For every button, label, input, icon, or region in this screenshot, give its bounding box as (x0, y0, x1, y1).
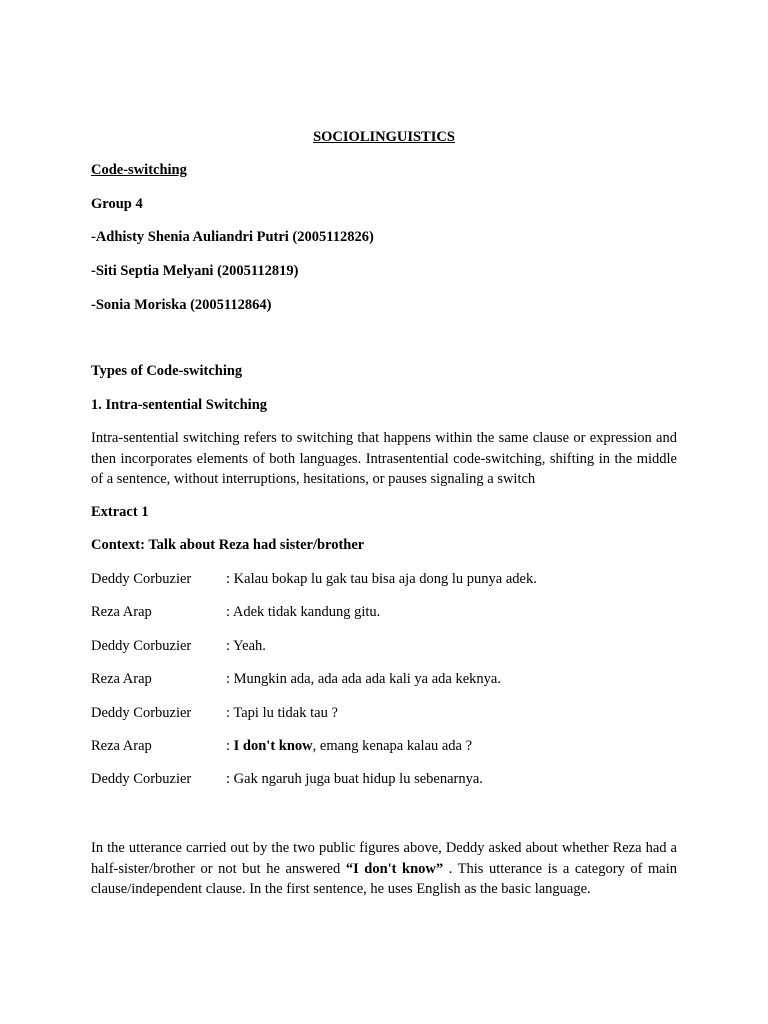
utterance: : Tapi lu tidak tau ? (226, 705, 338, 721)
member-2: -Siti Septia Melyani (2005112819) (91, 263, 299, 279)
speaker-name: Deddy Corbuzier (91, 638, 192, 654)
analysis-paragraph: In the utterance carried out by the two public figures above, Deddy asked about whether Reza had a half-sister/brother or not but he answered “I don't know” . This utterance is a category of main clause/independent clause. In the first sentence, he uses English as the basic language. (91, 840, 678, 897)
utterance: : Gak ngaruh juga buat hidup lu sebenarnya. (226, 771, 483, 787)
utterance: : I don't know, emang kenapa kalau ada ? (226, 738, 473, 754)
context-label: Context: Talk about Reza had sister/brother (91, 537, 365, 553)
speaker-name: Reza Arap (91, 604, 152, 620)
group-label: Group 4 (91, 196, 143, 212)
speaker-name: Deddy Corbuzier (91, 705, 192, 721)
utterance: : Adek tidak kandung gitu. (226, 604, 381, 620)
intro-paragraph: Intra-sentential switching refers to switching that happens within the same clause or expression and then incorporates elements of both languages. Intrasentential code-switching, shifting in the middle of a sentence, without interruptions, hesitations, or pauses signaling a switch (91, 430, 677, 487)
speaker-name: Reza Arap (91, 738, 152, 754)
speaker-name: Deddy Corbuzier (91, 571, 192, 587)
utterance: : Yeah. (226, 638, 266, 654)
speaker-name: Deddy Corbuzier (91, 771, 192, 787)
extract-label: Extract 1 (91, 504, 149, 520)
speaker-name: Reza Arap (91, 671, 152, 687)
member-3: -Sonia Moriska (2005112864) (91, 297, 272, 313)
member-1: -Adhisty Shenia Auliandri Putri (2005112826) (91, 229, 374, 245)
utterance: : Mungkin ada, ada ada ada kali ya ada keknya. (226, 671, 501, 687)
utterance: : Kalau bokap lu gak tau bisa aja dong lu punya adek. (226, 571, 537, 587)
subtitle: Code-switching (91, 162, 187, 178)
document-title: SOCIOLINGUISTICS (313, 129, 455, 145)
quoted-phrase: “I don't know” (345, 860, 444, 877)
section-heading: Types of Code-switching (91, 363, 243, 379)
subsection-heading: 1. Intra-sentential Switching (91, 397, 268, 413)
